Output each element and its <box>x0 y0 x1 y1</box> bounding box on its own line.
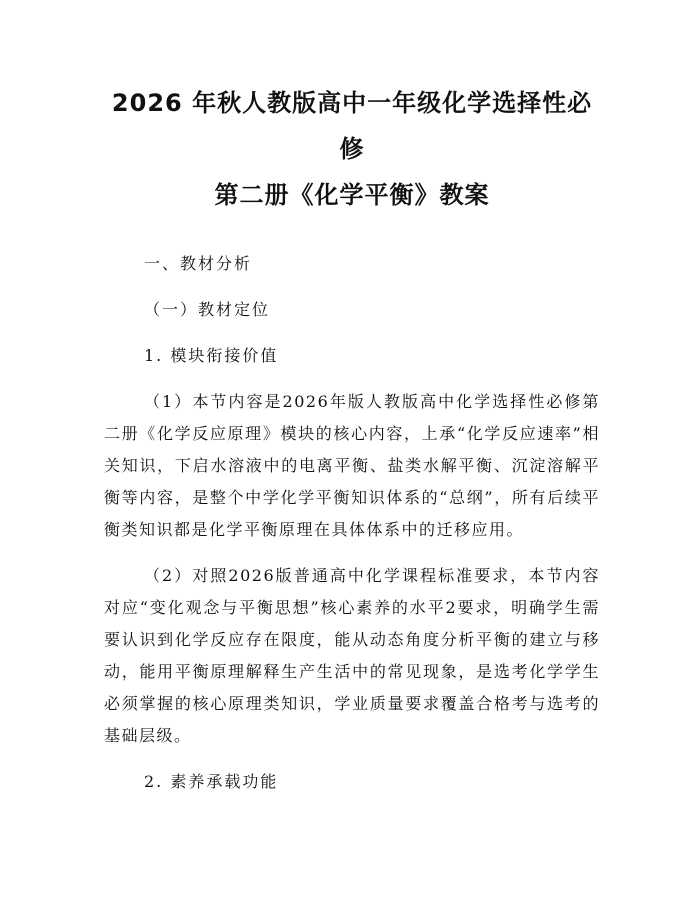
item-heading-literacy-function: 2. 素养承载功能 <box>144 772 279 791</box>
paragraph-2: （2）对照2026版普通高中化学课程标准要求，本节内容对应“变化观念与平衡思想”核心素养的水平2要求，明确学生需要认识到化学反应存在限度，能从动态角度分析平衡的建立与移动，能用平衡原理解释生产生活中的常见现象，是选考化学学生必须掌握的核心原理类知识，学业质量要求覆盖合格考与选考的基础层级。 <box>104 566 600 745</box>
section-heading-teaching-material-analysis: 一、教材分析 <box>144 254 253 273</box>
document-body <box>104 248 600 798</box>
document-title <box>104 80 600 218</box>
title-line-1: 2026 年秋人教版高中一年级化学选择性必修 <box>111 89 593 163</box>
subsection-heading-material-positioning: （一）教材定位 <box>144 300 271 319</box>
title-line-2: 第二册《化学平衡》教案 <box>214 181 490 209</box>
item-heading-module-connection: 1. 模块衔接价值 <box>144 346 279 365</box>
paragraph-1: （1）本节内容是2026年版人教版高中化学选择性必修第二册《化学反应原理》模块的核心内容，上承“化学反应速率”相关知识，下启水溶液中的电离平衡、盐类水解平衡、沉淀溶解平衡等内容，是整个中学化学平衡知识体系的“总纲”，所有后续平衡类知识都是化学平衡原理在具体体系中的迁移应用。 <box>104 392 600 539</box>
